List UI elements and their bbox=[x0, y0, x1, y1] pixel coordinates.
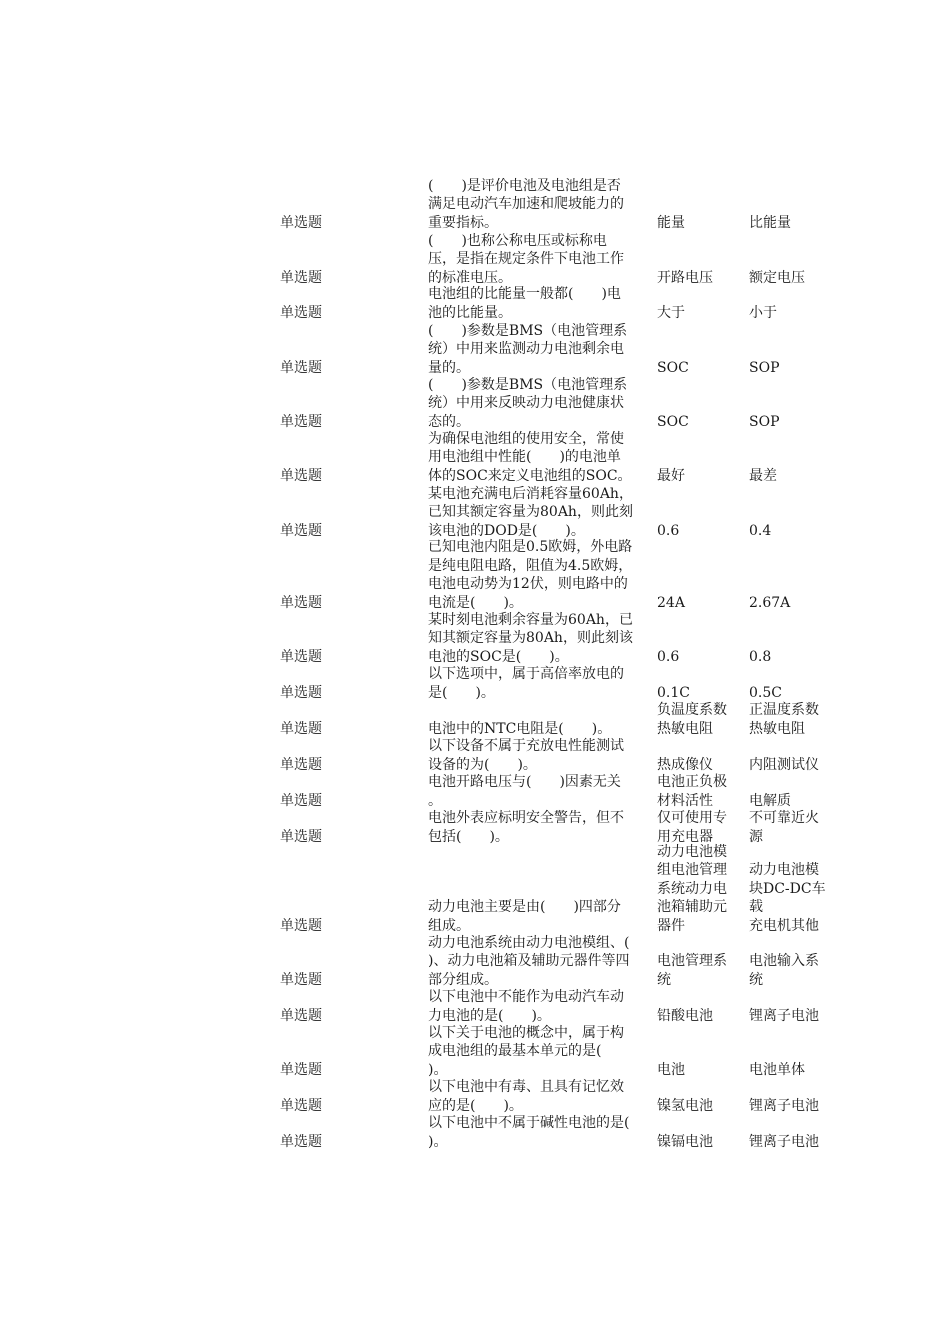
question-type: 单选题 bbox=[280, 756, 322, 773]
question-type: 单选题 bbox=[280, 684, 322, 701]
option-a: 热成像仪 bbox=[657, 756, 713, 773]
question-type: 单选题 bbox=[280, 720, 322, 737]
question-row bbox=[0, 609, 950, 666]
question-row bbox=[0, 1077, 950, 1115]
question-row bbox=[0, 664, 950, 702]
question-row bbox=[0, 1022, 950, 1079]
option-a: 铅酸电池 bbox=[657, 1007, 713, 1024]
question-type: 单选题 bbox=[280, 413, 322, 430]
option-a: 能量 bbox=[657, 214, 685, 231]
question-type: 单选题 bbox=[280, 467, 322, 484]
option-a: 最好 bbox=[657, 467, 685, 484]
question-text: 以下电池中不属于碱性电池的是( )。 bbox=[428, 1115, 630, 1150]
option-b: 额定电压 bbox=[749, 269, 805, 286]
option-a: 0.6 bbox=[657, 522, 680, 539]
option-a: 24A bbox=[657, 594, 685, 611]
question-row bbox=[0, 932, 950, 989]
question-text: 以下关于电池的概念中，属于构 成电池组的最基本单元的是( )。 bbox=[428, 1024, 624, 1078]
option-b: 锂离子电池 bbox=[749, 1133, 819, 1150]
question-text: 以下电池中有毒、且具有记忆效 应的是( )。 bbox=[428, 1079, 624, 1114]
option-b: 0.4 bbox=[749, 522, 772, 539]
question-text: 电池外表应标明安全警告，但不 包括( )。 bbox=[428, 810, 624, 845]
option-a: 大于 bbox=[657, 304, 685, 321]
option-b: 0.5C bbox=[749, 684, 782, 701]
question-text: ( )参数是BMS（电池管理系 统）中用来反映动力电池健康状 态的。 bbox=[428, 376, 628, 430]
option-a: 开路电压 bbox=[657, 269, 713, 286]
question-type: 单选题 bbox=[280, 1061, 322, 1078]
question-row bbox=[0, 736, 950, 774]
question-row bbox=[0, 844, 950, 935]
question-text: 已知电池内阻是0.5欧姆，外电路 是纯电阻电路，阻值为4.5欧姆， 电池电动势为12伏，则电路中的 电流是( )。 bbox=[428, 539, 633, 611]
question-text: 动力电池主要是由( )四部分 组成。 bbox=[428, 899, 621, 934]
question-text: ( )是评价电池及电池组是否 满足电动汽车加速和爬坡能力的 重要指标。 bbox=[428, 177, 624, 231]
question-type: 单选题 bbox=[280, 917, 322, 934]
question-text: 以下电池中不能作为电动汽车动 力电池的是( )。 bbox=[428, 989, 624, 1024]
question-text: 以下选项中，属于高倍率放电的 是( )。 bbox=[428, 666, 624, 701]
option-b: 锂离子电池 bbox=[749, 1097, 819, 1114]
question-type: 单选题 bbox=[280, 1133, 322, 1150]
question-row bbox=[0, 230, 950, 287]
option-b: 小于 bbox=[749, 304, 777, 321]
question-type: 单选题 bbox=[280, 522, 322, 539]
question-type: 单选题 bbox=[280, 792, 322, 809]
option-a: 仅可使用专 用充电器 bbox=[657, 810, 727, 845]
question-row bbox=[0, 374, 950, 431]
question-type: 单选题 bbox=[280, 214, 322, 231]
question-row bbox=[0, 320, 950, 377]
question-type: 单选题 bbox=[280, 1097, 322, 1114]
option-a: 电池正负极 材料活性 bbox=[657, 774, 727, 809]
question-text: 电池中的NTC电阻是( )。 bbox=[428, 720, 612, 737]
question-row bbox=[0, 987, 950, 1025]
question-text: ( )也称公称电压或标称电 压，是指在规定条件下电池工作 的标准电压。 bbox=[428, 232, 624, 286]
question-type: 单选题 bbox=[280, 971, 322, 988]
question-text: 为确保电池组的使用安全，常使 用电池组中性能( )的电池单 体的SOC来定义电池组的SOC。 bbox=[428, 430, 632, 484]
option-a: SOC bbox=[657, 359, 689, 376]
option-b: 动力电池模 块DC-DC车载 充电机其他 bbox=[749, 862, 826, 934]
question-type: 单选题 bbox=[280, 359, 322, 376]
option-a: 动力电池模 组电池管理 系统动力电 池箱辅助元 器件 bbox=[657, 843, 727, 934]
question-type: 单选题 bbox=[280, 594, 322, 611]
option-b: 最差 bbox=[749, 467, 777, 484]
question-text: 电池开路电压与( )因素无关 。 bbox=[428, 774, 621, 809]
option-b: 锂离子电池 bbox=[749, 1007, 819, 1024]
option-b: 电解质 bbox=[749, 792, 791, 809]
question-type: 单选题 bbox=[280, 304, 322, 321]
question-row bbox=[0, 700, 950, 738]
option-b: 0.8 bbox=[749, 648, 772, 665]
option-b: 正温度系数 热敏电阻 bbox=[749, 702, 819, 737]
option-a: 镍氢电池 bbox=[657, 1097, 713, 1114]
question-row bbox=[0, 175, 950, 232]
question-type: 单选题 bbox=[280, 269, 322, 286]
question-row bbox=[0, 284, 950, 322]
option-b: 不可靠近火 源 bbox=[749, 810, 819, 845]
option-b: 比能量 bbox=[749, 214, 791, 231]
option-b: SOP bbox=[749, 413, 780, 430]
question-text: 动力电池系统由动力电池模组、( )、动力电池箱及辅助元器件等四 部分组成。 bbox=[428, 934, 630, 988]
question-type: 单选题 bbox=[280, 648, 322, 665]
option-a: 电池管理系 统 bbox=[657, 953, 727, 988]
option-b: 2.67A bbox=[749, 594, 791, 611]
question-row bbox=[0, 772, 950, 810]
question-type: 单选题 bbox=[280, 828, 322, 845]
question-row bbox=[0, 808, 950, 846]
option-a: SOC bbox=[657, 413, 689, 430]
option-b: 内阻测试仪 bbox=[749, 756, 819, 773]
question-row bbox=[0, 483, 950, 540]
option-b: 电池输入系 统 bbox=[749, 953, 819, 988]
question-text: 某电池充满电后消耗容量60Ah， 已知其额定容量为80Ah，则此刻 该电池的DOD是( )。 bbox=[428, 485, 633, 539]
question-row bbox=[0, 537, 950, 612]
question-row bbox=[0, 1113, 950, 1151]
question-text: 以下设备不属于充放电性能测试 设备的为( )。 bbox=[428, 738, 624, 773]
question-text: 电池组的比能量一般都( )电 池的比能量。 bbox=[428, 286, 621, 321]
question-text: ( )参数是BMS（电池管理系 统）中用来监测动力电池剩余电 量的。 bbox=[428, 322, 628, 376]
question-text: 某时刻电池剩余容量为60Ah，已 知其额定容量为80Ah，则此刻该 电池的SOC是( )。 bbox=[428, 611, 633, 665]
option-a: 负温度系数 热敏电阻 bbox=[657, 702, 727, 737]
question-type: 单选题 bbox=[280, 1007, 322, 1024]
question-row bbox=[0, 428, 950, 485]
option-b: SOP bbox=[749, 359, 780, 376]
option-b: 电池单体 bbox=[749, 1061, 805, 1078]
option-a: 0.6 bbox=[657, 648, 680, 665]
option-a: 0.1C bbox=[657, 684, 690, 701]
option-a: 镍镉电池 bbox=[657, 1133, 713, 1150]
option-a: 电池 bbox=[657, 1061, 685, 1078]
